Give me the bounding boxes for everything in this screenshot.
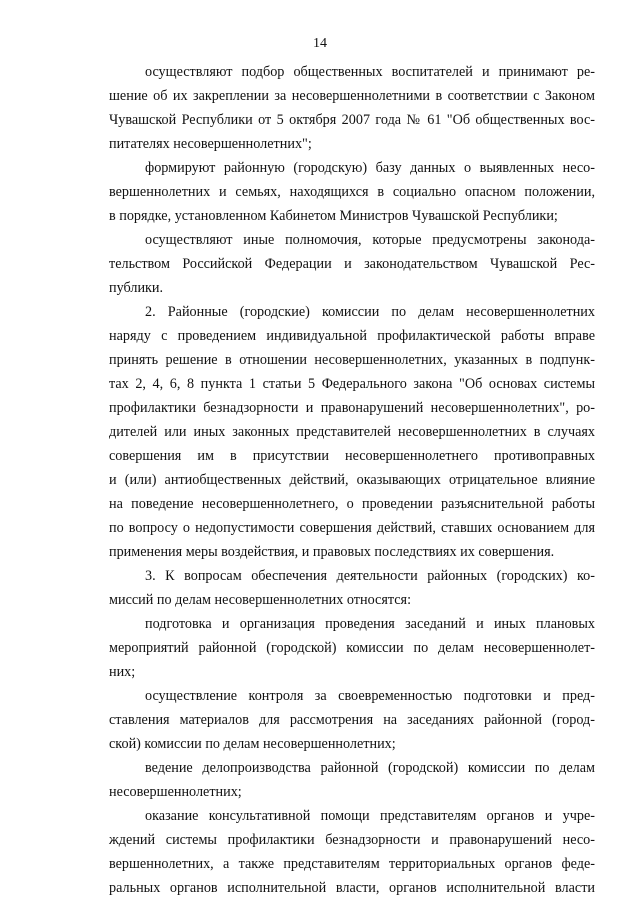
text-line: формируют районную (городскую) базу данных о выявленных несо- — [145, 160, 595, 176]
text-line: мероприятий районной (городской) комиссии по делам несовершеннолет- — [109, 640, 595, 656]
text-line: оказание консультативной помощи представителям органов и учре- — [145, 808, 595, 824]
text-line: на поведение несовершеннолетнего, о проведении разъяснительной работы — [109, 496, 595, 512]
text-line: дителей или иных законных представителей несовершеннолетних в случаях — [109, 424, 595, 440]
text-line: осуществление контроля за своевременностью подготовки и пред- — [145, 688, 595, 704]
text-line: вершеннолетних и семьях, находящихся в социально опасном положении, — [109, 184, 595, 200]
text-line: ведение делопроизводства районной (городской) комиссии по делам — [145, 760, 595, 776]
text-line: совершения им в присутствии несовершеннолетнего противоправных — [109, 448, 595, 464]
text-line: осуществляют подбор общественных воспитателей и принимают ре- — [145, 64, 595, 80]
text-line: питателях несовершеннолетних"; — [109, 136, 312, 152]
text-line: миссий по делам несовершеннолетних относятся: — [109, 592, 412, 608]
text-line: осуществляют иные полномочия, которые предусмотрены законода- — [145, 232, 595, 248]
text-line: и (или) антиобщественных действий, оказывающих отрицательное влияние — [109, 472, 595, 488]
text-line: применения меры воздействия, и правовых последствиях их совершения. — [109, 544, 555, 560]
text-line: профилактики безнадзорности и правонарушений несовершеннолетних", ро- — [109, 400, 595, 416]
page-number: 14 — [313, 36, 327, 51]
text-line: в порядке, установленном Кабинетом Министров Чувашской Республики; — [109, 208, 558, 224]
text-line: по вопросу о недопустимости совершения действий, ставших основанием для — [109, 520, 595, 536]
text-line: подготовка и организация проведения заседаний и иных плановых — [145, 616, 595, 632]
text-line: шение об их закреплении за несовершеннолетними в соответствии с Законом — [109, 88, 595, 104]
text-line: принять решение в отношении несовершеннолетних, указанных в подпунк- — [109, 352, 595, 368]
text-line: ской) комиссии по делам несовершеннолетних; — [109, 736, 396, 752]
text-line: тельством Российской Федерации и законодательством Чувашской Рес- — [109, 256, 595, 272]
text-line: ральных органов исполнительной власти, органов исполнительной власти — [109, 880, 595, 896]
text-line: ставления материалов для рассмотрения на заседаниях районной (город- — [109, 712, 595, 728]
text-line: тах 2, 4, 6, 8 пункта 1 статьи 5 Федерального закона "Об основах системы — [109, 376, 595, 392]
text-line: публики. — [109, 280, 164, 296]
text-line: несовершеннолетних; — [109, 784, 242, 800]
text-line: них; — [109, 664, 136, 680]
text-line: 3. К вопросам обеспечения деятельности районных (городских) ко- — [145, 568, 595, 584]
document-body — [109, 60, 595, 900]
text-line: наряду с проведением индивидуальной профилактической работы вправе — [109, 328, 595, 344]
text-line: вершеннолетних, а также представителям территориальных органов феде- — [109, 856, 595, 872]
text-line: ждений системы профилактики безнадзорности и правонарушений несо- — [109, 832, 595, 848]
text-line: Чувашской Республики от 5 октября 2007 года № 61 "Об общественных вос- — [109, 112, 595, 128]
text-line: 2. Районные (городские) комиссии по делам несовершеннолетних — [145, 304, 595, 320]
